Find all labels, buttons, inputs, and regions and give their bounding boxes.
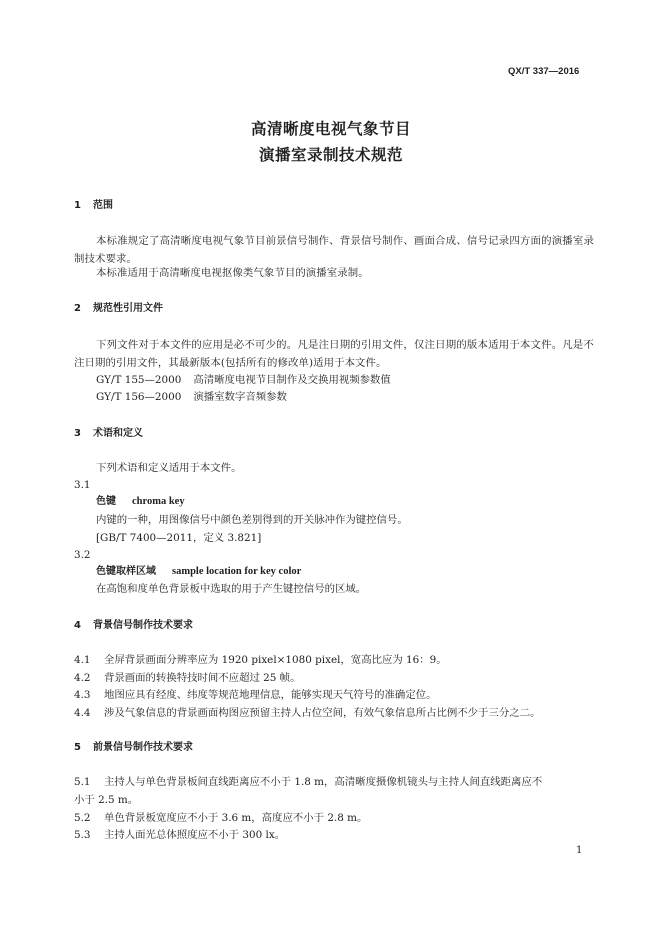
- document-title-line2: 演播室录制技术规范: [258, 146, 403, 164]
- section-3-para-1: 下列术语和定义适用于本文件。: [96, 462, 242, 474]
- reference-1-code: GY/T 155—2000: [96, 374, 182, 386]
- document-page: QX/T 337—2016 高清晰度电视气象节目 演播室录制技术规范 1 范围 本标准规定了高清晰度电视气象节目前景信号制作、背景信号制作、画面合成、信号记录四方面的演播室录制技术要求。 本标准适用于高清晰度电视抠像类气象节目的演播室录制。 2 规范性引用文件 下列文件对于本文件的应用是必不可少的。凡是注日期的引用文件，仅注日期的版本适用于本文件。凡是不注日期的引用文件，其最新版本(包括所有的修改单)适用于本文件。 GY/T 155—2000 高清晰度电视节目制作及交换用视频参数值 GY/T 156—2000 演播室数字音频参数 3 术语和定义 下列术语和定义适用于本文件。 3.1 色键 chroma key 内键的一种，用图像信号中颜色差别得到的开关脉冲作为键控信号。 [GB/T 7400—2011，定义 3.821] 3.2 色键取样区域 sample location for key color 在高饱和度单色背景板中选取的用于产生键控信号的区域。 4 背景信号制作技术要求 4.1 全屏背景画面分辨率应为 1920 pixel×1080 pixel，宽高比应为 16：9。 4.2 背景画面的转换特技时间不应超过 25 帧。 4.3 地图应具有经度、纬度等规范地理信息，能够实现天气符号的准确定位。 4.4 涉及气象信息的背景画面构图应预留主持人占位空间，有效气象信息所占比例不少于三分之二。 5 前景信号制作技术要求 5.1 主持人与单色背景板间直线距离应不小于 1.8 m，高清晰度摄像机镜头与主持人间直线距离应不 小于 2.5 m。 5.2 单色背景板宽度应不小于 3.6 m，高度应不小于 2.8 m。 5.3 主持人面光总体照度应不小于 300 lx。 1: [0, 0, 662, 936]
- document-title-line1: 高清晰度电视气象节目: [250, 120, 411, 138]
- section-1-para-1: 本标准规定了高清晰度电视气象节目前景信号制作、背景信号制作、画面合成、信号记录四方面的演播室录制技术要求。: [74, 235, 594, 265]
- term-2-number: 3.2: [74, 549, 91, 561]
- term-1-number: 3.1: [74, 479, 91, 491]
- term-2-definition: 在高饱和度单色背景板中选取的用于产生键控信号的区域。: [96, 583, 367, 595]
- term-2-name: [96, 563, 301, 581]
- reference-1: [96, 371, 391, 389]
- term-1-source: [GB/T 7400—2011，定义 3.821]: [96, 532, 262, 544]
- section-2-para-1: 下列文件对于本文件的应用是必不可少的。凡是注日期的引用文件，仅注日期的版本适用于本文件。凡是不注日期的引用文件，其最新版本(包括所有的修改单)适用于本文件。: [74, 339, 594, 369]
- term-1-cn: 色键: [96, 496, 116, 507]
- clause-5-1-continued: 小于 2.5 m。: [74, 794, 139, 806]
- term-1-en: chroma key: [132, 496, 185, 507]
- page-number: 1: [576, 845, 583, 856]
- reference-2-code: GY/T 156—2000: [96, 391, 182, 403]
- term-1-name: [96, 493, 185, 511]
- term-2-cn: 色键取样区域: [96, 566, 156, 577]
- standard-code: QX/T 337—2016: [508, 66, 580, 77]
- reference-2-title: 演播室数字音频参数: [193, 391, 287, 403]
- reference-1-title: 高清晰度电视节目制作及交换用视频参数值: [193, 374, 391, 386]
- term-2-en: sample location for key color: [172, 566, 302, 577]
- term-1-definition: 内键的一种，用图像信号中颜色差别得到的开关脉冲作为键控信号。: [96, 514, 408, 526]
- reference-2: [96, 388, 287, 406]
- section-1-para-2: 本标准适用于高清晰度电视抠像类气象节目的演播室录制。: [96, 267, 369, 279]
